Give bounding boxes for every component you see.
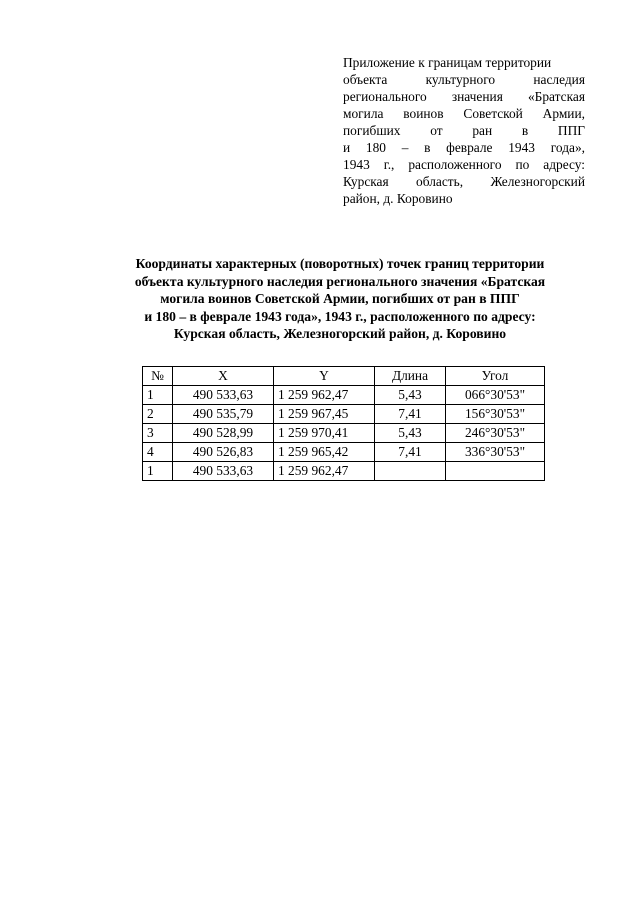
table-row (143, 443, 545, 462)
cell-x: 490 535,79 (173, 405, 274, 424)
cell-number: 3 (143, 424, 173, 443)
annex-line: могила воинов Советской Армии, (343, 106, 585, 121)
header-length: Длина (375, 367, 446, 386)
cell-y: 1 259 970,41 (274, 424, 375, 443)
annex-line: район, д. Коровино (343, 191, 453, 206)
title-line: и 180 – в феврале 1943 года», 1943 г., расположенного по адресу: (144, 308, 536, 324)
coordinates-table (142, 366, 545, 481)
cell-x: 490 533,63 (173, 386, 274, 405)
cell-length: 7,41 (375, 443, 446, 462)
annex-line: объекта культурного наследия (343, 72, 585, 87)
cell-y: 1 259 962,47 (274, 386, 375, 405)
header-x: X (173, 367, 274, 386)
table-row (143, 386, 545, 405)
title-line: могила воинов Советской Армии, погибших от ран в ППГ (160, 291, 520, 306)
header-angle: Угол (446, 367, 545, 386)
cell-angle: 156°30'53" (446, 405, 545, 424)
annex-line: погибших от ран в ППГ (343, 123, 585, 138)
cell-x: 490 526,83 (173, 443, 274, 462)
cell-number: 1 (143, 462, 173, 481)
annex-line: Приложение к границам территории (343, 55, 552, 70)
cell-y: 1 259 967,45 (274, 405, 375, 424)
header-y: Y (274, 367, 375, 386)
table-row (143, 405, 545, 424)
document-title (90, 255, 590, 343)
table-row (143, 424, 545, 443)
title-line: объекта культурного наследия регионального значения «Братская (134, 273, 546, 289)
cell-number: 4 (143, 443, 173, 462)
annex-note (343, 54, 585, 207)
cell-angle: 336°30'53" (446, 443, 545, 462)
cell-length: 7,41 (375, 405, 446, 424)
annex-line: и 180 – в феврале 1943 года», (343, 140, 585, 155)
cell-angle: 066°30'53" (446, 386, 545, 405)
table-row (143, 462, 545, 481)
annex-line: регионального значения «Братская (343, 89, 585, 104)
title-line: Координаты характерных (поворотных) точек границ территории (135, 256, 545, 271)
cell-y: 1 259 962,47 (274, 462, 375, 481)
annex-line: Курская область, Железногорский (343, 174, 585, 189)
cell-angle: 246°30'53" (446, 424, 545, 443)
table-header-row (143, 367, 545, 386)
annex-line: 1943 г., расположенного по адресу: (343, 157, 585, 172)
title-line: Курская область, Железногорский район, д. Коровино (173, 326, 507, 341)
header-number: № (143, 367, 173, 386)
cell-length: 5,43 (375, 424, 446, 443)
cell-length (375, 462, 446, 481)
cell-y: 1 259 965,42 (274, 443, 375, 462)
cell-x: 490 528,99 (173, 424, 274, 443)
cell-x: 490 533,63 (173, 462, 274, 481)
cell-angle (446, 462, 545, 481)
cell-number: 2 (143, 405, 173, 424)
cell-number: 1 (143, 386, 173, 405)
cell-length: 5,43 (375, 386, 446, 405)
